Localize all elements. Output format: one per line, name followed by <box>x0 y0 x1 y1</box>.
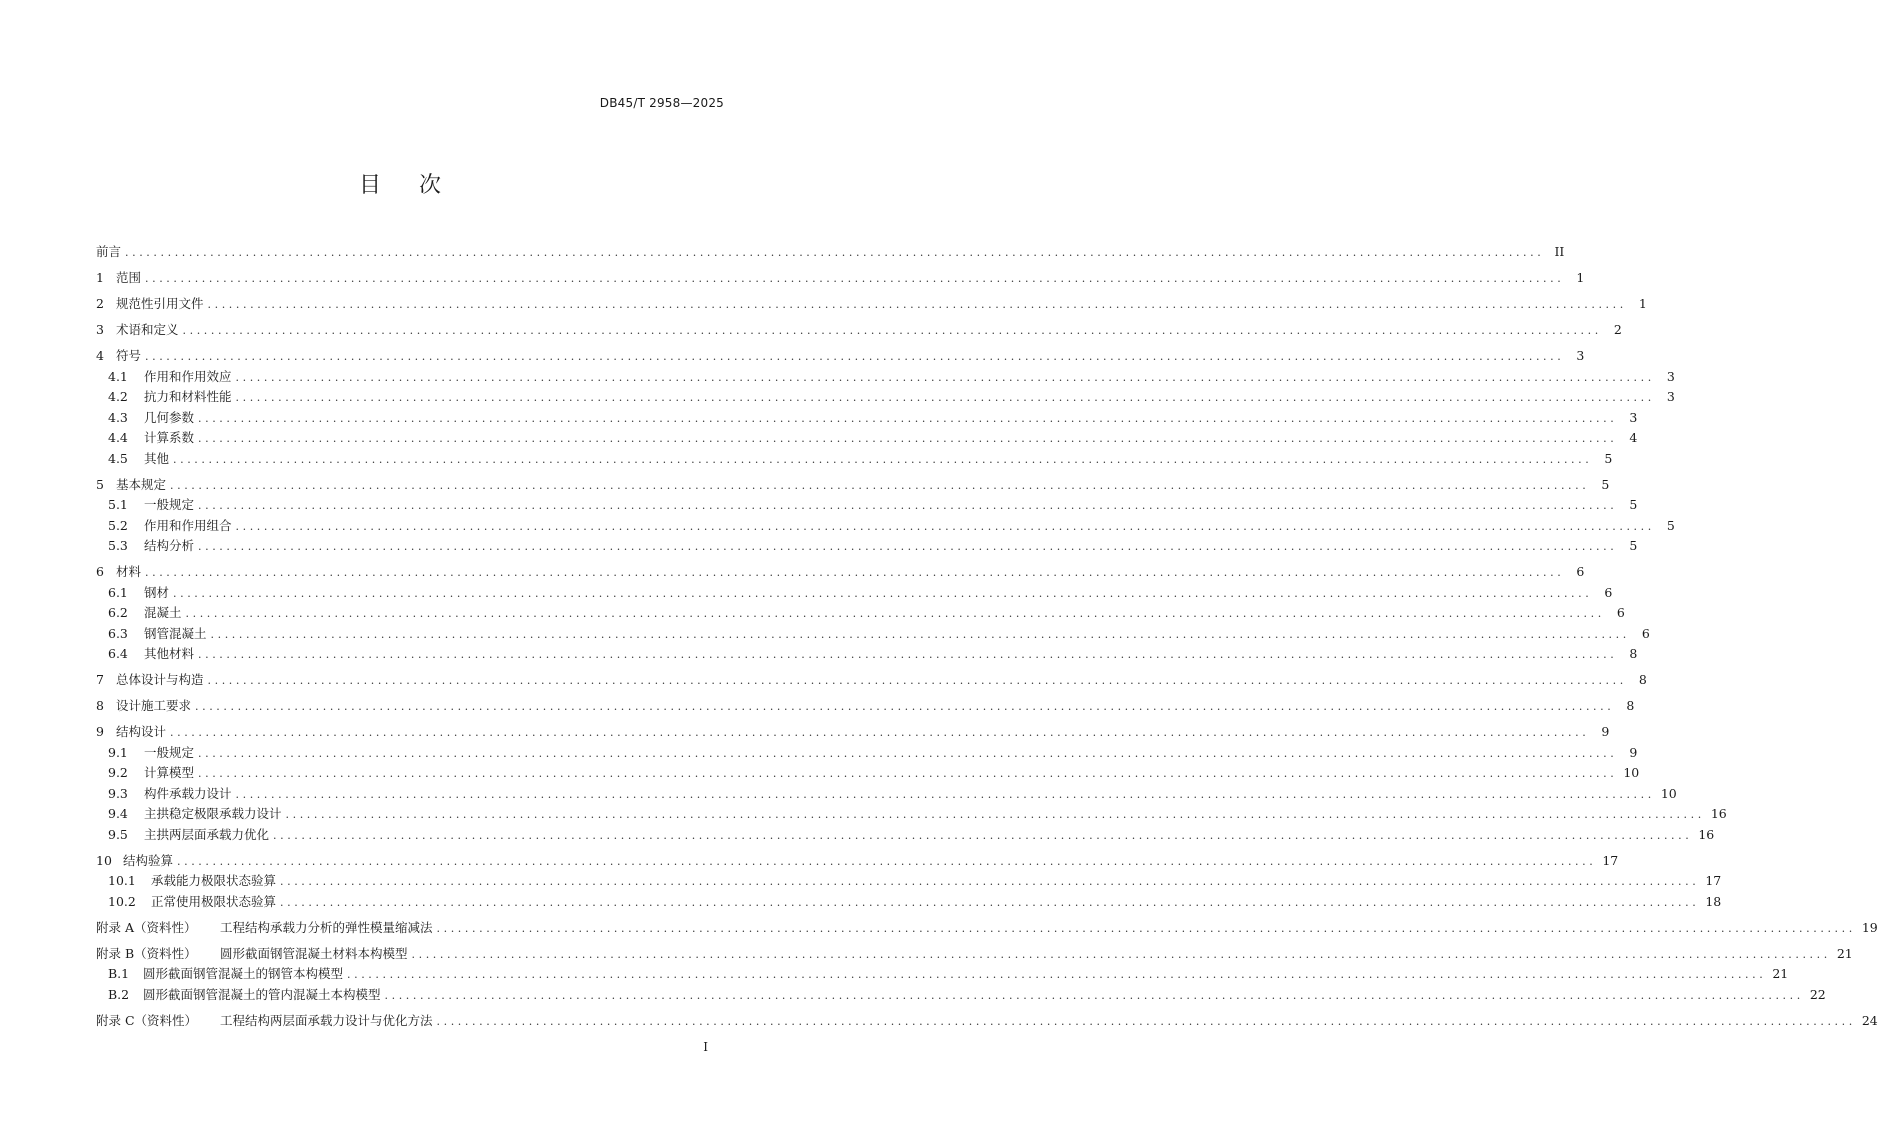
toc-entry-label <box>96 268 145 289</box>
toc-entry[interactable] <box>96 763 1640 784</box>
toc-entry-label <box>108 536 198 557</box>
dot-leader: ........................................................................................................................................................................................................ <box>177 854 1597 868</box>
toc-entry[interactable] <box>96 428 1638 449</box>
toc-entry-page: 5 <box>1601 476 1610 492</box>
toc-entry-number: 5.1 <box>108 497 128 512</box>
toc-entry[interactable] <box>96 495 1638 516</box>
toc-entry[interactable] <box>96 624 1650 645</box>
toc-entry[interactable] <box>96 516 1675 537</box>
dot-leader: ........................................................................................................................................................................................................ <box>198 746 1618 760</box>
toc-entry-label <box>108 644 198 665</box>
toc-entry-number: 10 <box>96 852 112 868</box>
toc-entry-page: 10 <box>1660 785 1677 801</box>
toc-entry[interactable] <box>96 367 1675 388</box>
dot-leader: ........................................................................................................................................................................................................ <box>125 246 1545 259</box>
toc-entry-label <box>108 825 273 846</box>
toc-entry-number: 2 <box>96 296 104 311</box>
toc-entry-text: 材料 <box>116 564 142 579</box>
toc-entry-label <box>108 516 236 537</box>
toc-entry-number: 3 <box>96 322 104 337</box>
toc-entry[interactable] <box>96 408 1638 429</box>
toc-entry-text: 其他材料 <box>144 646 195 661</box>
table-of-contents <box>96 242 1878 1031</box>
dot-leader: ........................................................................................................................................................................................................ <box>173 586 1593 600</box>
toc-entry-page: 5 <box>1629 497 1638 512</box>
toc-entry-text: 钢材 <box>144 584 170 600</box>
toc-entry-label <box>108 871 280 892</box>
dot-leader: ........................................................................................................................................................................................................ <box>198 767 1618 780</box>
toc-entry-number: 4.3 <box>108 409 128 425</box>
toc-entry[interactable] <box>96 644 1638 665</box>
toc-entry[interactable] <box>96 696 1635 717</box>
toc-entry-number: 4.1 <box>108 368 128 384</box>
toc-entry[interactable] <box>96 346 1585 367</box>
document-code: DB45/T 2958—2025 <box>599 96 724 110</box>
toc-entry[interactable] <box>96 536 1638 557</box>
toc-entry-label <box>108 408 198 429</box>
toc-entry-text: 设计施工要求 <box>116 698 192 713</box>
toc-entry-label <box>96 944 412 965</box>
toc-entry-label <box>108 964 347 985</box>
toc-entry-text: 作用和作用效应 <box>144 368 232 384</box>
toc-entry-text: 其他 <box>144 450 170 466</box>
dot-leader: ........................................................................................................................................................................................................ <box>347 968 1767 981</box>
toc-entry[interactable] <box>96 603 1625 624</box>
toc-entry-text: 几何参数 <box>144 409 195 425</box>
toc-entry-label <box>96 242 125 263</box>
page-title: 目次 <box>358 173 479 198</box>
toc-entry[interactable] <box>96 918 1878 939</box>
toc-entry-page: 18 <box>1705 893 1722 909</box>
dot-leader: ........................................................................................................................................................................................................ <box>145 272 1565 285</box>
toc-entry[interactable] <box>96 268 1585 289</box>
toc-entry-page: 3 <box>1666 368 1675 384</box>
toc-entry-page: 3 <box>1666 389 1675 404</box>
toc-entry-text: 规范性引用文件 <box>116 296 204 311</box>
dot-leader: ........................................................................................................................................................................................................ <box>235 391 1655 404</box>
dot-leader: ........................................................................................................................................................................................................ <box>145 350 1565 363</box>
toc-entry-page: II <box>1554 244 1565 259</box>
toc-entry-label <box>96 851 177 872</box>
toc-entry-page: 6 <box>1604 584 1613 600</box>
toc-entry-number: 9.1 <box>108 744 128 760</box>
toc-entry[interactable] <box>96 804 1727 825</box>
toc-entry[interactable] <box>96 320 1622 341</box>
toc-entry-page: 17 <box>1705 873 1722 888</box>
toc-entry-page: 6 <box>1641 625 1650 641</box>
dot-leader: ........................................................................................................................................................................................................ <box>235 519 1655 533</box>
toc-entry-label <box>108 449 173 470</box>
toc-entry-page: 8 <box>1638 672 1647 687</box>
toc-entry-text: 钢管混凝土 <box>144 625 207 641</box>
toc-entry-label <box>108 387 236 408</box>
toc-entry-page: 19 <box>1861 919 1878 935</box>
toc-entry-text: 作用和作用组合 <box>144 517 232 533</box>
toc-entry-page: 5 <box>1666 517 1675 533</box>
toc-entry-label <box>108 367 236 388</box>
toc-entry[interactable] <box>96 825 1715 846</box>
toc-entry-page: 8 <box>1629 646 1638 661</box>
toc-entry-number: 5 <box>96 476 104 492</box>
dot-leader: ........................................................................................................................................................................................................ <box>235 787 1655 801</box>
toc-entry-number: 4.5 <box>108 450 128 466</box>
toc-entry-page: 1 <box>1638 296 1647 311</box>
toc-entry-page: 2 <box>1613 322 1622 337</box>
toc-entry-label <box>108 583 173 604</box>
dot-leader: ........................................................................................................................................................................................................ <box>210 627 1630 641</box>
toc-entry-label <box>108 985 385 1006</box>
dot-leader: ........................................................................................................................................................................................................ <box>411 947 1831 961</box>
toc-entry-number: 附录 C（资料性） <box>96 1012 198 1028</box>
toc-entry[interactable] <box>96 892 1722 913</box>
dot-leader: ........................................................................................................................................................................................................ <box>436 1014 1856 1028</box>
toc-entry-page: 3 <box>1629 409 1638 425</box>
toc-entry-text: 结构分析 <box>144 538 195 553</box>
toc-entry-page: 24 <box>1861 1012 1878 1028</box>
dot-leader: ........................................................................................................................................................................................................ <box>182 324 1602 337</box>
toc-entry[interactable] <box>96 985 1826 1006</box>
toc-entry-page: 5 <box>1629 538 1638 553</box>
toc-entry[interactable] <box>96 964 1789 985</box>
toc-entry-text: 一般规定 <box>144 497 195 512</box>
dot-leader: ........................................................................................................................................................................................................ <box>207 298 1627 311</box>
toc-entry-label <box>96 722 170 743</box>
toc-entry-page: 5 <box>1604 450 1613 466</box>
toc-entry-number: 附录 B（资料性） <box>96 945 197 961</box>
toc-entry-page: 3 <box>1576 348 1585 363</box>
toc-entry-page: 8 <box>1626 698 1635 713</box>
dot-leader: ........................................................................................................................................................................................................ <box>195 700 1615 713</box>
dot-leader: ........................................................................................................................................................................................................ <box>384 988 1804 1002</box>
dot-leader: ........................................................................................................................................................................................................ <box>280 895 1700 909</box>
toc-entry-text: 承载能力极限状态验算 <box>151 873 277 888</box>
toc-entry-label <box>108 603 186 624</box>
toc-entry[interactable] <box>96 670 1647 691</box>
dot-leader: ........................................................................................................................................................................................................ <box>235 370 1655 384</box>
toc-entry[interactable] <box>96 743 1638 764</box>
toc-entry-text: 范围 <box>116 270 142 285</box>
toc-entry-label <box>96 346 145 367</box>
toc-entry-label <box>96 696 195 717</box>
toc-entry-label <box>96 475 170 496</box>
toc-entry-number: 6.1 <box>108 584 128 600</box>
toc-entry[interactable] <box>96 387 1675 408</box>
toc-entry-text: 混凝土 <box>144 605 182 620</box>
dot-leader: ........................................................................................................................................................................................................ <box>198 432 1618 445</box>
toc-entry-text: 基本规定 <box>116 476 167 492</box>
toc-entry-number: 5.3 <box>108 538 128 553</box>
toc-entry-label <box>108 804 286 825</box>
toc-entry-text: 术语和定义 <box>116 322 179 337</box>
toc-entry-label <box>108 428 198 449</box>
toc-entry-text: 构件承载力设计 <box>144 785 232 801</box>
toc-entry-text: 抗力和材料性能 <box>144 389 232 404</box>
toc-entry-number: 9.4 <box>108 806 128 821</box>
toc-entry-label <box>108 624 211 645</box>
toc-entry-number: 4.2 <box>108 389 128 404</box>
toc-entry-page: 6 <box>1576 564 1585 579</box>
toc-entry[interactable] <box>96 449 1613 470</box>
dot-leader: ........................................................................................................................................................................................................ <box>198 540 1618 553</box>
toc-entry-number: 4 <box>96 348 104 363</box>
toc-entry-page: 10 <box>1623 765 1640 780</box>
toc-entry-page: 21 <box>1836 945 1853 961</box>
toc-entry-label <box>96 562 145 583</box>
toc-entry-text: 符号 <box>116 348 142 363</box>
toc-entry-text: 结构验算 <box>123 852 174 868</box>
dot-leader: ........................................................................................................................................................................................................ <box>170 726 1590 739</box>
toc-entry[interactable] <box>96 294 1647 315</box>
toc-entry-page: 17 <box>1602 852 1619 868</box>
toc-entry-number: B.2 <box>108 986 130 1002</box>
dot-leader: ........................................................................................................................................................................................................ <box>436 921 1856 935</box>
toc-entry-number: 6 <box>96 564 104 579</box>
toc-entry-page: 9 <box>1629 744 1638 760</box>
toc-entry[interactable] <box>96 583 1613 604</box>
toc-entry[interactable] <box>96 475 1610 496</box>
toc-entry-number: 4.4 <box>108 430 128 445</box>
toc-entry-text: 工程结构两层面承载力设计与优化方法 <box>220 1012 433 1028</box>
toc-entry-text: 主拱两层面承载力优化 <box>144 826 270 842</box>
toc-entry-page: 4 <box>1629 430 1638 445</box>
toc-entry-label <box>96 1011 437 1032</box>
toc-entry[interactable] <box>96 1011 1878 1032</box>
dot-leader: ........................................................................................................................................................................................................ <box>173 452 1593 466</box>
toc-entry-number: 1 <box>96 270 104 285</box>
page-number: I <box>703 1040 708 1054</box>
toc-entry[interactable] <box>96 562 1585 583</box>
dot-leader: ........................................................................................................................................................................................................ <box>207 674 1627 687</box>
toc-entry-text: 总体设计与构造 <box>116 672 204 687</box>
dot-leader: ........................................................................................................................................................................................................ <box>280 875 1700 888</box>
dot-leader: ........................................................................................................................................................................................................ <box>170 478 1590 492</box>
dot-leader: ........................................................................................................................................................................................................ <box>273 828 1693 842</box>
toc-entry-number: 6.2 <box>108 605 128 620</box>
toc-entry[interactable] <box>96 722 1610 743</box>
toc-entry-page: 16 <box>1698 826 1715 842</box>
toc-entry-text: 圆形截面钢管混凝土的钢管本构模型 <box>143 966 344 981</box>
toc-entry-number: 6.4 <box>108 646 128 661</box>
toc-entry[interactable] <box>96 871 1722 892</box>
toc-entry-page: 16 <box>1710 806 1727 821</box>
toc-entry-number: 9.3 <box>108 785 128 801</box>
toc-entry-page: 21 <box>1772 966 1789 981</box>
toc-entry-number: 7 <box>96 672 104 687</box>
dot-leader: ........................................................................................................................................................................................................ <box>198 499 1618 512</box>
toc-entry[interactable] <box>96 944 1853 965</box>
toc-entry-number: 9.2 <box>108 765 128 780</box>
toc-entry-number: 8 <box>96 698 104 713</box>
toc-entry-label <box>96 670 208 691</box>
dot-leader: ........................................................................................................................................................................................................ <box>185 607 1605 620</box>
toc-entry-text: 正常使用极限状态验算 <box>151 893 277 909</box>
toc-entry-label <box>96 918 437 939</box>
toc-entry-text: 工程结构承载力分析的弹性模量缩减法 <box>220 919 433 935</box>
toc-entry-text: 主拱稳定极限承载力设计 <box>144 806 282 821</box>
toc-entry-text: 结构设计 <box>116 724 167 739</box>
toc-entry-number: 10.1 <box>108 873 136 888</box>
toc-entry-number: 10.2 <box>108 893 136 909</box>
toc-entry-number: 9 <box>96 724 104 739</box>
toc-entry-label <box>108 495 198 516</box>
toc-entry-text: 计算模型 <box>144 765 195 780</box>
toc-entry-page: 22 <box>1809 986 1826 1002</box>
dot-leader: ........................................................................................................................................................................................................ <box>198 648 1618 661</box>
dot-leader: ........................................................................................................................................................................................................ <box>198 411 1618 425</box>
toc-entry[interactable] <box>96 851 1619 872</box>
toc-entry-number: 9.5 <box>108 826 128 842</box>
toc-entry-text: 圆形截面钢管混凝土的管内混凝土本构模型 <box>143 986 381 1002</box>
toc-entry-text: 圆形截面钢管混凝土材料本构模型 <box>220 945 408 961</box>
dot-leader: ........................................................................................................................................................................................................ <box>285 808 1705 821</box>
toc-entry[interactable] <box>96 242 1565 263</box>
toc-entry-text: 前言 <box>96 244 122 259</box>
toc-entry-text: 计算系数 <box>144 430 195 445</box>
toc-entry-number: B.1 <box>108 966 130 981</box>
toc-entry-page: 6 <box>1616 605 1625 620</box>
toc-entry-number: 6.3 <box>108 625 128 641</box>
toc-entry-label <box>108 892 280 913</box>
toc-entry-label <box>96 294 208 315</box>
toc-entry-label <box>108 763 198 784</box>
dot-leader: ........................................................................................................................................................................................................ <box>145 566 1565 579</box>
toc-entry-label <box>96 320 183 341</box>
toc-entry-label <box>108 743 198 764</box>
toc-entry-label <box>108 784 236 805</box>
toc-entry-text: 一般规定 <box>144 744 195 760</box>
toc-entry-page: 1 <box>1576 270 1585 285</box>
toc-entry-number: 5.2 <box>108 517 128 533</box>
toc-entry[interactable] <box>96 784 1677 805</box>
toc-entry-page: 9 <box>1601 724 1610 739</box>
toc-entry-number: 附录 A（资料性） <box>96 919 197 935</box>
